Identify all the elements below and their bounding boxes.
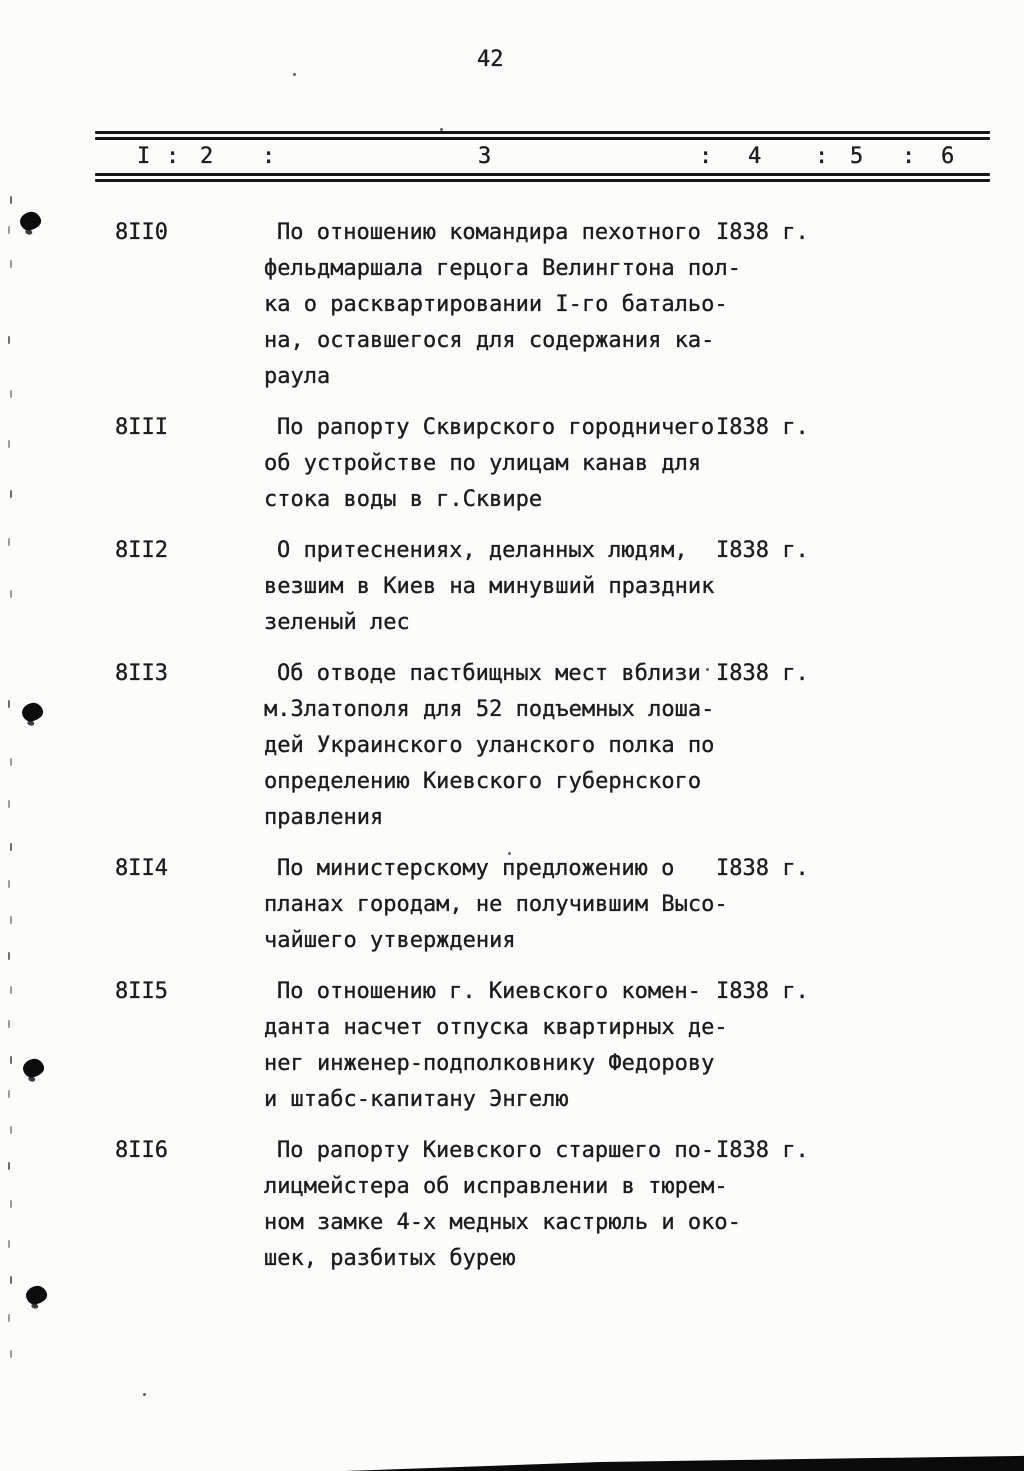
- page-edge-mark: [8, 800, 10, 808]
- page-edge-mark: [8, 440, 10, 448]
- page-edge-mark: [10, 986, 12, 994]
- entry-number: 8II5: [115, 979, 168, 1004]
- entry-description-line: По отношению командира пехотного: [277, 220, 701, 245]
- entry-number: 8II2: [115, 538, 168, 563]
- entry-number: 8II4: [115, 856, 168, 881]
- entry-description-line: на, оставшегося для содержания ка-: [264, 328, 715, 353]
- entry-year: I838 г.: [716, 538, 809, 563]
- column-separator: :: [815, 144, 829, 169]
- page-edge-mark: [8, 1240, 10, 1248]
- entry-description-line: везшим в Киев на минувший праздник: [264, 574, 715, 599]
- dust-speck: [293, 73, 296, 76]
- entry-description-line: чайшего утверждения: [264, 928, 516, 953]
- column-header: 2: [200, 144, 214, 169]
- entry-description-line: нег инженер-подполковнику Федорову: [264, 1051, 715, 1076]
- dust-speck: [508, 852, 511, 855]
- entry-description-line: ном замке 4-х медных кастрюль и око-: [264, 1210, 741, 1235]
- page-edge-mark: [8, 952, 10, 960]
- scan-edge-artifact: [0, 1450, 1024, 1471]
- entry-year: I838 г.: [716, 415, 809, 440]
- entry-year: I838 г.: [716, 856, 809, 881]
- page-edge-mark: [10, 260, 12, 268]
- dust-speck: [706, 668, 709, 671]
- entry-description-line: ка о расквартировании I-го батальо-: [264, 292, 728, 317]
- table-bottom-rule-outer: [95, 179, 990, 182]
- entry-year: I838 г.: [716, 220, 809, 245]
- column-header: I: [137, 144, 151, 169]
- page-edge-mark: [10, 1276, 12, 1284]
- entry-description-line: м.Златополя для 52 подъемных лоша-: [264, 697, 715, 722]
- column-separator: :: [699, 144, 713, 169]
- column-header: 6: [941, 144, 955, 169]
- page-edge-mark: [10, 1056, 12, 1064]
- entry-description-line: шек, разбитых бурею: [264, 1246, 516, 1271]
- table-row: [0, 656, 1024, 836]
- column-separator: :: [262, 144, 276, 169]
- entry-description: [264, 215, 741, 395]
- entry-description: [264, 974, 734, 1118]
- entry-number: 8II6: [115, 1138, 168, 1163]
- entry-description-line: и штабс-капитану Энгелю: [264, 1087, 569, 1112]
- entry-description-line: По отношению г. Киевского комен-: [277, 979, 701, 1004]
- entry-description-line: зеленый лес: [264, 610, 410, 635]
- entry-description-line: определению Киевского губернского: [264, 769, 702, 794]
- entry-description-line: Об отводе пастбищных мест вблизи: [277, 661, 701, 686]
- entry-description-line: По рапорту Киевского старшего по-: [277, 1138, 715, 1163]
- entry-number: 8III: [115, 415, 168, 440]
- page-edge-mark: [10, 1200, 12, 1208]
- page-edge-mark: [10, 590, 12, 598]
- entry-number: 8II0: [115, 220, 168, 245]
- table-row: [0, 974, 1024, 1118]
- page-edge-mark: [10, 390, 12, 398]
- entry-description-line: правления: [264, 805, 384, 830]
- table-row: [0, 1133, 1024, 1277]
- entry-description-line: фельдмаршала герцога Велингтона пол-: [264, 256, 741, 281]
- entry-description-line: об устройстве по улицам канав для: [264, 451, 702, 476]
- page-edge-mark: [10, 196, 12, 204]
- page-edge-mark: [8, 1090, 10, 1098]
- column-separator: :: [902, 144, 916, 169]
- page-edge-mark: [10, 1126, 12, 1134]
- column-header: 5: [850, 144, 864, 169]
- page-edge-mark: [10, 916, 12, 924]
- dust-speck: [143, 1393, 146, 1396]
- entry-year: I838 г.: [716, 661, 809, 686]
- column-separator: :: [166, 144, 180, 169]
- page-edge-mark: [8, 538, 10, 546]
- page-edge-mark: [8, 336, 10, 344]
- page-edge-mark: [8, 880, 10, 888]
- page-number: 42: [477, 47, 504, 72]
- column-header: 3: [478, 144, 492, 169]
- page-edge-mark: [8, 1162, 10, 1170]
- table-row: [0, 410, 1024, 518]
- entry-description-line: лицмейстера об исправлении в тюрем-: [264, 1174, 728, 1199]
- entry-description: [264, 410, 734, 518]
- table-top-rule-outer: [95, 131, 990, 134]
- entry-description: [264, 1133, 741, 1277]
- page-edge-mark: [10, 490, 12, 498]
- entry-description-line: планах городам, не получившим Высо-: [264, 892, 728, 917]
- column-header: 4: [748, 144, 762, 169]
- page-edge-mark: [8, 1020, 10, 1028]
- dust-speck: [440, 128, 443, 131]
- entry-year: I838 г.: [716, 979, 809, 1004]
- table-row: [0, 533, 1024, 641]
- entry-year: I838 г.: [716, 1138, 809, 1163]
- page-edge-mark: [8, 700, 10, 708]
- entry-description: [264, 656, 734, 836]
- table-bottom-rule-inner: [95, 173, 990, 176]
- entry-description-line: дей Украинского уланского полка по: [264, 733, 715, 758]
- entry-description: [264, 533, 734, 641]
- entry-description-line: По рапорту Сквирского городничего: [277, 415, 715, 440]
- table-row: [0, 851, 1024, 959]
- page-edge-mark: [8, 226, 10, 234]
- page-edge-mark: [10, 758, 12, 766]
- page-edge-mark: [10, 1350, 12, 1358]
- page-edge-mark: [8, 1314, 10, 1322]
- entry-number: 8II3: [115, 661, 168, 686]
- entry-description-line: данта насчет отпуска квартирных де-: [264, 1015, 728, 1040]
- entry-description-line: По министерскому предложению о: [277, 856, 675, 881]
- entry-description: [264, 851, 734, 959]
- table-header-row: [0, 140, 1024, 174]
- table-row: [0, 215, 1024, 395]
- entry-description-line: О притеснениях, деланных людям,: [277, 538, 688, 563]
- entry-description-line: стока воды в г.Сквире: [264, 487, 543, 512]
- inventory-entries: [0, 215, 1024, 1292]
- entry-description-line: раула: [264, 364, 331, 389]
- page-edge-mark: [10, 843, 12, 851]
